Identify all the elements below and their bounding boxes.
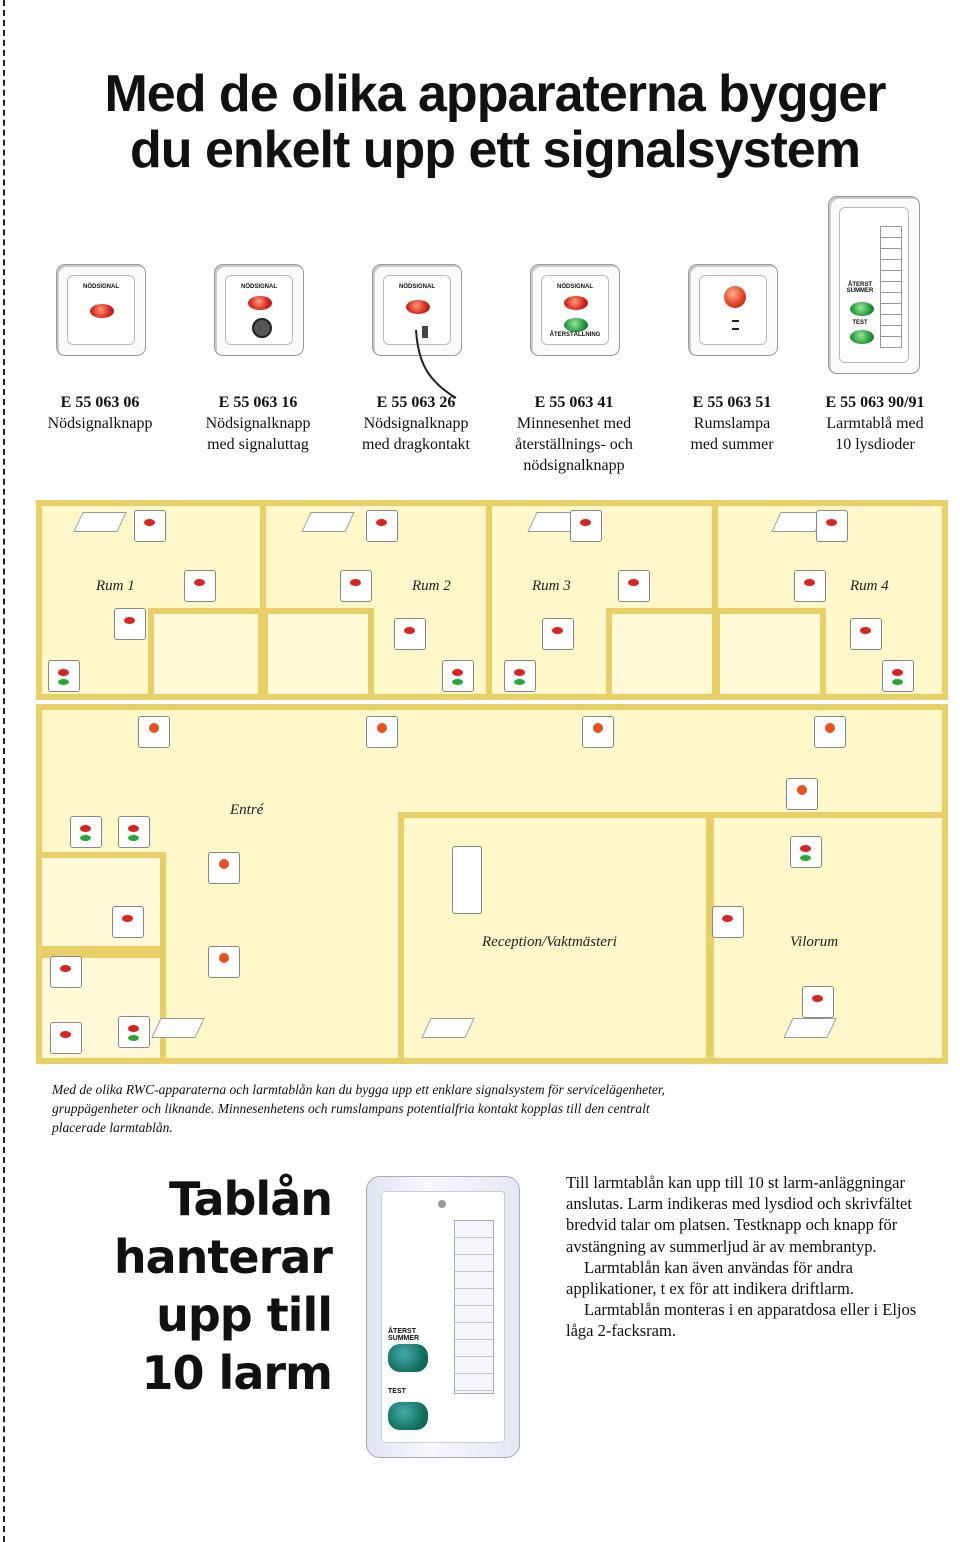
device-face-label: NÖDSIGNAL xyxy=(399,284,435,290)
wc-1 xyxy=(36,852,166,952)
device-face-label: NÖDSIGNAL xyxy=(83,284,119,290)
device-caption-4: E 55 063 41 Minnesenhet med återställnings- och nödsignalknapp xyxy=(515,394,633,474)
room-label-reception: Reception/Vaktmästeri xyxy=(482,934,617,950)
device-image-2 xyxy=(214,264,304,356)
pull-cord xyxy=(400,320,480,400)
title-line-1: Med de olika apparaterna bygger xyxy=(104,65,886,123)
device-face-label: NÖDSIGNAL xyxy=(557,284,593,290)
bathroom xyxy=(262,608,374,700)
device-caption-3: E 55 063 26 Nödsignalknapp med dragkontakt xyxy=(362,394,470,453)
device-image-5 xyxy=(688,264,778,356)
body-text: Till larmtablån kan upp till 10 st larm-anläggningar anslutas. Larm indikeras med lysdiod och skrivfältet bredvid talar om platsen. Testknapp och knapp för avstängning av summerljud är av membrantyp. Larmtablån kan även användas för andra applikationer, t ex för att indikera driftlarm. Larmtablån monteras i en apparatdosa eller i Eljos låga 2-facksram. xyxy=(566,1173,917,1341)
device-image-4 xyxy=(530,264,620,356)
device-face-label: ÅTERSTÄLLNING xyxy=(549,332,601,338)
panel-button-label: ÅTERST SUMMER xyxy=(388,1328,420,1342)
device-image-6 xyxy=(828,196,920,374)
device-image-1 xyxy=(56,264,146,356)
device-caption-2: E 55 063 16 Nödsignalknapp med signaluttag xyxy=(205,394,311,453)
test-button xyxy=(388,1402,428,1430)
room-label-entre: Entré xyxy=(230,802,264,818)
room-label-rum-3: Rum 3 xyxy=(532,578,571,594)
device-caption-5: E 55 063 51 Rumslampa med summer xyxy=(690,394,774,453)
device-face-label: NÖDSIGNAL xyxy=(241,284,277,290)
device-caption-1: E 55 063 06 Nödsignalknapp xyxy=(47,394,153,432)
room-label-rum-4: Rum 4 xyxy=(850,578,889,594)
cut-line xyxy=(3,0,5,1542)
floor-plan-caption: Med de olika RWC-apparaterna och larmtablån kan du bygga upp ett enklare signalsystem för servicelägenheter, gruppägenheter och liknande. Minnesenhetens och rumslampans potentialfria kontakt kopplas till den centralt placerade larmtablån. xyxy=(52,1082,666,1135)
bathroom xyxy=(714,608,826,700)
room-label-rum-1: Rum 1 xyxy=(96,578,135,594)
bathroom xyxy=(606,608,718,700)
page-title xyxy=(30,66,960,178)
bathroom xyxy=(148,608,264,700)
device-face-label: ÅTERST SUMMER xyxy=(846,282,874,294)
panel-button-label: TEST xyxy=(388,1388,406,1395)
device-face-label: TEST xyxy=(852,320,868,326)
summer-reset-button xyxy=(388,1344,428,1372)
device-caption-6: E 55 063 90/91 Larmtablå med 10 lysdioder xyxy=(825,394,925,453)
floor-plan xyxy=(36,500,948,1064)
room-label-rum-2: Rum 2 xyxy=(412,578,451,594)
alarm-panel-mini xyxy=(452,846,482,914)
title-line-2: du enkelt upp ett signalsystem xyxy=(130,121,860,179)
headline: Tablån hanterar upp till 10 larm xyxy=(113,1172,332,1400)
room-label-vilorum: Vilorum xyxy=(790,934,839,950)
alarm-panel-photo xyxy=(366,1176,520,1458)
